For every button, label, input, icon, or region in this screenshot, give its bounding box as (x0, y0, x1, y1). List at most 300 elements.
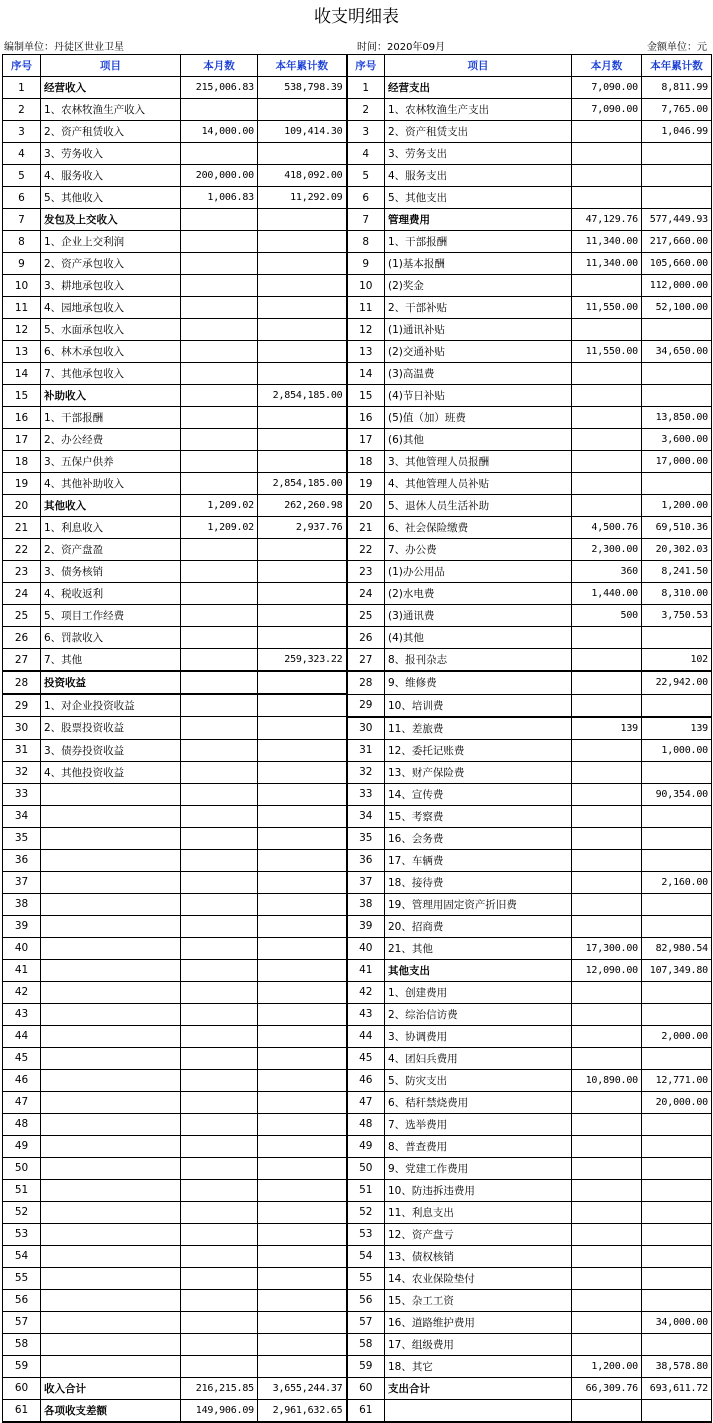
income-month-cell (181, 429, 258, 451)
expense-index-cell: 15 (347, 385, 385, 407)
expense-ytd-cell (642, 1113, 712, 1135)
expense-index-cell: 61 (347, 1399, 385, 1422)
income-month-cell (181, 1355, 258, 1377)
table-row (3, 1003, 712, 1025)
report-meta (0, 34, 713, 54)
income-month-cell (181, 739, 258, 761)
table-row (3, 341, 712, 363)
expense-ytd-cell: 1,000.00 (642, 739, 712, 761)
expense-index-cell: 52 (347, 1201, 385, 1223)
expense-item-cell: 1、农林牧渔生产支出 (385, 99, 572, 121)
expense-ytd-cell: 69,510.36 (642, 517, 712, 539)
table-row (3, 761, 712, 783)
income-index-cell: 12 (3, 319, 41, 341)
expense-item-cell: (2)水电费 (385, 583, 572, 605)
income-item-cell (41, 1311, 181, 1333)
income-item-cell (41, 1157, 181, 1179)
expense-item-cell: 经营支出 (385, 77, 572, 99)
expense-month-cell (572, 1179, 642, 1201)
expense-item-cell: 20、招商费 (385, 915, 572, 937)
income-ytd-cell: 109,414.30 (258, 121, 347, 143)
page-title: 收支明细表 (314, 7, 399, 27)
expense-month-cell (572, 1003, 642, 1025)
expense-month-cell (572, 429, 642, 451)
income-month-cell (181, 451, 258, 473)
expense-item-cell: 3、其他管理人员报酬 (385, 451, 572, 473)
income-month-cell (181, 717, 258, 740)
expense-item-cell: 2、综治信访费 (385, 1003, 572, 1025)
income-ytd-cell: 259,323.22 (258, 649, 347, 672)
expense-month-cell (572, 849, 642, 871)
income-index-cell: 50 (3, 1157, 41, 1179)
expense-item-cell: (4)其他 (385, 627, 572, 649)
expense-month-cell: 47,129.76 (572, 209, 642, 231)
expense-month-cell (572, 319, 642, 341)
expense-item-cell: 12、资产盘亏 (385, 1223, 572, 1245)
income-ytd-cell: 3,655,244.37 (258, 1377, 347, 1399)
income-index-cell: 56 (3, 1289, 41, 1311)
income-item-cell (41, 1047, 181, 1069)
expense-index-cell: 12 (347, 319, 385, 341)
income-item-cell: 6、罚款收入 (41, 627, 181, 649)
expense-index-cell: 51 (347, 1179, 385, 1201)
income-index-cell: 55 (3, 1267, 41, 1289)
income-index-cell: 34 (3, 805, 41, 827)
income-item-cell (41, 1267, 181, 1289)
income-item-cell (41, 1289, 181, 1311)
expense-index-cell: 53 (347, 1223, 385, 1245)
expense-index-cell: 4 (347, 143, 385, 165)
income-index-cell: 23 (3, 561, 41, 583)
table-row (3, 275, 712, 297)
col-header-expense-month: 本月数 (572, 55, 642, 77)
income-index-cell: 4 (3, 143, 41, 165)
expense-index-cell: 34 (347, 805, 385, 827)
expense-ytd-cell (642, 143, 712, 165)
income-month-cell: 149,906.09 (181, 1399, 258, 1422)
expense-ytd-cell (642, 1289, 712, 1311)
expense-ytd-cell (642, 915, 712, 937)
expense-index-cell: 10 (347, 275, 385, 297)
income-ytd-cell (258, 671, 347, 694)
expense-index-cell: 19 (347, 473, 385, 495)
table-row (3, 473, 712, 495)
income-item-cell: 7、其他 (41, 649, 181, 672)
table-row (3, 937, 712, 959)
income-index-cell: 25 (3, 605, 41, 627)
expense-month-cell: 139 (572, 717, 642, 740)
income-expense-table (2, 54, 712, 1423)
expense-item-cell: 3、劳务支出 (385, 143, 572, 165)
expense-ytd-cell: 1,046.99 (642, 121, 712, 143)
expense-item-cell: 管理费用 (385, 209, 572, 231)
expense-ytd-cell: 90,354.00 (642, 783, 712, 805)
expense-month-cell (572, 495, 642, 517)
income-index-cell: 46 (3, 1069, 41, 1091)
income-ytd-cell (258, 1047, 347, 1069)
expense-index-cell: 13 (347, 341, 385, 363)
income-month-cell: 1,209.02 (181, 517, 258, 539)
income-ytd-cell (258, 605, 347, 627)
income-month-cell (181, 805, 258, 827)
table-row (3, 429, 712, 451)
income-item-cell (41, 981, 181, 1003)
table-row (3, 319, 712, 341)
expense-month-cell (572, 187, 642, 209)
income-item-cell (41, 1113, 181, 1135)
expense-index-cell: 47 (347, 1091, 385, 1113)
col-header-income-item: 项目 (41, 55, 181, 77)
table-row (3, 165, 712, 187)
income-month-cell (181, 407, 258, 429)
income-ytd-cell (258, 1135, 347, 1157)
expense-ytd-cell (642, 385, 712, 407)
income-month-cell (181, 649, 258, 672)
expense-item-cell: (3)通讯费 (385, 605, 572, 627)
expense-item-cell: 16、会务费 (385, 827, 572, 849)
income-item-cell: 3、劳务收入 (41, 143, 181, 165)
expense-month-cell (572, 1025, 642, 1047)
expense-ytd-cell: 105,660.00 (642, 253, 712, 275)
income-month-cell (181, 849, 258, 871)
income-index-cell: 5 (3, 165, 41, 187)
table-row (3, 739, 712, 761)
income-item-cell: 2、资产盘盈 (41, 539, 181, 561)
income-item-cell: 2、资产租赁收入 (41, 121, 181, 143)
expense-item-cell: (4)节日补贴 (385, 385, 572, 407)
table-row (3, 1311, 712, 1333)
income-item-cell: 2、股票投资收益 (41, 717, 181, 740)
income-month-cell (181, 473, 258, 495)
income-index-cell: 48 (3, 1113, 41, 1135)
expense-index-cell: 60 (347, 1377, 385, 1399)
expense-index-cell: 55 (347, 1267, 385, 1289)
income-item-cell (41, 1245, 181, 1267)
expense-item-cell (385, 1399, 572, 1422)
income-ytd-cell (258, 959, 347, 981)
expense-item-cell: 12、委托记账费 (385, 739, 572, 761)
expense-month-cell: 500 (572, 605, 642, 627)
expense-month-cell (572, 739, 642, 761)
expense-month-cell (572, 1047, 642, 1069)
income-item-cell: 5、其他收入 (41, 187, 181, 209)
expense-index-cell: 50 (347, 1157, 385, 1179)
expense-item-cell: (1)办公用品 (385, 561, 572, 583)
income-ytd-cell (258, 937, 347, 959)
expense-month-cell (572, 385, 642, 407)
amount-unit: 金额单位：元 (647, 42, 707, 53)
income-item-cell: 4、园地承包收入 (41, 297, 181, 319)
expense-ytd-cell: 217,660.00 (642, 231, 712, 253)
expense-item-cell: 16、道路维护费用 (385, 1311, 572, 1333)
expense-ytd-cell (642, 805, 712, 827)
income-month-cell (181, 341, 258, 363)
income-index-cell: 8 (3, 231, 41, 253)
income-ytd-cell (258, 429, 347, 451)
income-month-cell (181, 694, 258, 717)
expense-month-cell (572, 1267, 642, 1289)
expense-ytd-cell: 8,811.99 (642, 77, 712, 99)
income-item-cell (41, 783, 181, 805)
income-ytd-cell: 2,937.76 (258, 517, 347, 539)
expense-item-cell: 17、车辆费 (385, 849, 572, 871)
expense-month-cell: 12,090.00 (572, 959, 642, 981)
col-header-income-ytd: 本年累计数 (258, 55, 347, 77)
income-item-cell (41, 1003, 181, 1025)
income-month-cell (181, 893, 258, 915)
expense-index-cell: 18 (347, 451, 385, 473)
col-header-income-no: 序号 (3, 55, 41, 77)
expense-ytd-cell: 107,349.80 (642, 959, 712, 981)
expense-index-cell: 44 (347, 1025, 385, 1047)
table-row (3, 1355, 712, 1377)
income-item-cell: 1、农林牧渔生产收入 (41, 99, 181, 121)
income-month-cell (181, 937, 258, 959)
income-index-cell: 24 (3, 583, 41, 605)
table-row (3, 915, 712, 937)
income-month-cell (181, 319, 258, 341)
income-ytd-cell (258, 893, 347, 915)
income-index-cell: 18 (3, 451, 41, 473)
income-ytd-cell (258, 783, 347, 805)
expense-index-cell: 16 (347, 407, 385, 429)
income-ytd-cell (258, 694, 347, 717)
expense-month-cell (572, 893, 642, 915)
income-item-cell: 各项收支差额 (41, 1399, 181, 1422)
expense-index-cell: 33 (347, 783, 385, 805)
income-item-cell (41, 915, 181, 937)
income-month-cell (181, 1311, 258, 1333)
income-month-cell (181, 1333, 258, 1355)
expense-ytd-cell: 3,750.53 (642, 605, 712, 627)
income-index-cell: 31 (3, 739, 41, 761)
income-index-cell: 33 (3, 783, 41, 805)
expense-month-cell (572, 143, 642, 165)
income-ytd-cell (258, 451, 347, 473)
income-month-cell (181, 1245, 258, 1267)
expense-month-cell (572, 275, 642, 297)
income-item-cell: 发包及上交收入 (41, 209, 181, 231)
expense-index-cell: 32 (347, 761, 385, 783)
income-index-cell: 42 (3, 981, 41, 1003)
income-index-cell: 53 (3, 1223, 41, 1245)
income-ytd-cell (258, 231, 347, 253)
expense-month-cell (572, 1289, 642, 1311)
expense-item-cell: 1、干部报酬 (385, 231, 572, 253)
expense-index-cell: 9 (347, 253, 385, 275)
income-ytd-cell (258, 849, 347, 871)
expense-index-cell: 7 (347, 209, 385, 231)
expense-month-cell: 10,890.00 (572, 1069, 642, 1091)
income-month-cell (181, 363, 258, 385)
income-index-cell: 27 (3, 649, 41, 672)
income-item-cell: 投资收益 (41, 671, 181, 694)
table-row (3, 717, 712, 740)
income-index-cell: 6 (3, 187, 41, 209)
expense-index-cell: 22 (347, 539, 385, 561)
income-month-cell: 215,006.83 (181, 77, 258, 99)
income-item-cell: 5、项目工作经费 (41, 605, 181, 627)
expense-ytd-cell (642, 1399, 712, 1422)
income-ytd-cell (258, 143, 347, 165)
income-item-cell: 5、水面承包收入 (41, 319, 181, 341)
income-ytd-cell (258, 253, 347, 275)
expense-index-cell: 45 (347, 1047, 385, 1069)
income-month-cell (181, 1201, 258, 1223)
table-row (3, 253, 712, 275)
expense-item-cell: (1)基本报酬 (385, 253, 572, 275)
expense-ytd-cell (642, 319, 712, 341)
income-item-cell: 2、资产承包收入 (41, 253, 181, 275)
expense-month-cell (572, 981, 642, 1003)
expense-month-cell (572, 761, 642, 783)
income-ytd-cell (258, 341, 347, 363)
expense-index-cell: 54 (347, 1245, 385, 1267)
income-index-cell: 45 (3, 1047, 41, 1069)
expense-month-cell (572, 627, 642, 649)
income-month-cell (181, 583, 258, 605)
expense-index-cell: 8 (347, 231, 385, 253)
expense-item-cell: 9、党建工作费用 (385, 1157, 572, 1179)
expense-item-cell: 5、退休人员生活补助 (385, 495, 572, 517)
table-row (3, 495, 712, 517)
table-row (3, 849, 712, 871)
expense-item-cell: 15、考察费 (385, 805, 572, 827)
expense-index-cell: 5 (347, 165, 385, 187)
expense-ytd-cell: 139 (642, 717, 712, 740)
income-ytd-cell (258, 1223, 347, 1245)
expense-item-cell: 支出合计 (385, 1377, 572, 1399)
income-month-cell (181, 1069, 258, 1091)
expense-ytd-cell (642, 1333, 712, 1355)
income-item-cell: 3、耕地承包收入 (41, 275, 181, 297)
income-item-cell (41, 805, 181, 827)
income-item-cell: 4、其他补助收入 (41, 473, 181, 495)
table-row (3, 605, 712, 627)
income-ytd-cell (258, 407, 347, 429)
income-ytd-cell (258, 739, 347, 761)
expense-ytd-cell (642, 1201, 712, 1223)
expense-ytd-cell (642, 761, 712, 783)
expense-item-cell: 4、团妇兵费用 (385, 1047, 572, 1069)
income-item-cell: 1、企业上交利润 (41, 231, 181, 253)
income-item-cell: 6、林木承包收入 (41, 341, 181, 363)
income-index-cell: 17 (3, 429, 41, 451)
income-ytd-cell: 418,092.00 (258, 165, 347, 187)
header-row (3, 55, 712, 77)
expense-month-cell (572, 1311, 642, 1333)
income-ytd-cell: 11,292.09 (258, 187, 347, 209)
income-item-cell: 1、对企业投资收益 (41, 694, 181, 717)
income-index-cell: 7 (3, 209, 41, 231)
income-index-cell: 52 (3, 1201, 41, 1223)
income-ytd-cell (258, 99, 347, 121)
income-index-cell: 59 (3, 1355, 41, 1377)
expense-ytd-cell (642, 694, 712, 717)
income-index-cell: 40 (3, 937, 41, 959)
income-ytd-cell (258, 209, 347, 231)
income-ytd-cell (258, 561, 347, 583)
income-month-cell: 216,215.85 (181, 1377, 258, 1399)
expense-index-cell: 1 (347, 77, 385, 99)
expense-month-cell: 360 (572, 561, 642, 583)
expense-ytd-cell: 52,100.00 (642, 297, 712, 319)
income-month-cell (181, 1047, 258, 1069)
expense-index-cell: 31 (347, 739, 385, 761)
expense-index-cell: 3 (347, 121, 385, 143)
expense-month-cell: 11,340.00 (572, 231, 642, 253)
expense-month-cell (572, 1201, 642, 1223)
income-index-cell: 15 (3, 385, 41, 407)
expense-month-cell: 17,300.00 (572, 937, 642, 959)
expense-month-cell: 11,340.00 (572, 253, 642, 275)
expense-index-cell: 17 (347, 429, 385, 451)
income-ytd-cell: 262,260.98 (258, 495, 347, 517)
income-index-cell: 41 (3, 959, 41, 981)
expense-ytd-cell (642, 627, 712, 649)
expense-ytd-cell (642, 1157, 712, 1179)
income-item-cell: 3、五保户供养 (41, 451, 181, 473)
income-month-cell: 200,000.00 (181, 165, 258, 187)
expense-item-cell: 2、干部补贴 (385, 297, 572, 319)
income-ytd-cell (258, 539, 347, 561)
expense-item-cell: 14、农业保险垫付 (385, 1267, 572, 1289)
expense-month-cell: 7,090.00 (572, 99, 642, 121)
income-month-cell (181, 871, 258, 893)
expense-month-cell: 11,550.00 (572, 341, 642, 363)
income-index-cell: 57 (3, 1311, 41, 1333)
income-item-cell (41, 1355, 181, 1377)
expense-index-cell: 23 (347, 561, 385, 583)
expense-item-cell: (3)高温费 (385, 363, 572, 385)
income-index-cell: 32 (3, 761, 41, 783)
expense-item-cell: 3、协调费用 (385, 1025, 572, 1047)
income-index-cell: 26 (3, 627, 41, 649)
income-item-cell: 2、办公经费 (41, 429, 181, 451)
expense-ytd-cell: 577,449.93 (642, 209, 712, 231)
income-month-cell (181, 297, 258, 319)
income-month-cell (181, 605, 258, 627)
expense-item-cell: 其他支出 (385, 959, 572, 981)
expense-item-cell: (5)值（加）班费 (385, 407, 572, 429)
expense-month-cell (572, 871, 642, 893)
income-ytd-cell (258, 761, 347, 783)
income-ytd-cell (258, 981, 347, 1003)
income-index-cell: 28 (3, 671, 41, 694)
income-index-cell: 43 (3, 1003, 41, 1025)
table-row (3, 363, 712, 385)
income-month-cell (181, 1091, 258, 1113)
income-month-cell (181, 981, 258, 1003)
expense-ytd-cell: 82,980.54 (642, 937, 712, 959)
income-item-cell: 3、债务核销 (41, 561, 181, 583)
expense-ytd-cell: 17,000.00 (642, 451, 712, 473)
expense-ytd-cell: 22,942.00 (642, 671, 712, 694)
table-row (3, 649, 712, 672)
income-ytd-cell (258, 583, 347, 605)
expense-ytd-cell: 34,000.00 (642, 1311, 712, 1333)
expense-item-cell: 18、接待费 (385, 871, 572, 893)
income-month-cell (181, 627, 258, 649)
expense-month-cell (572, 694, 642, 717)
table-row (3, 121, 712, 143)
income-index-cell: 21 (3, 517, 41, 539)
expense-index-cell: 39 (347, 915, 385, 937)
income-month-cell (181, 915, 258, 937)
income-month-cell (181, 209, 258, 231)
expense-ytd-cell: 13,850.00 (642, 407, 712, 429)
income-month-cell (181, 275, 258, 297)
